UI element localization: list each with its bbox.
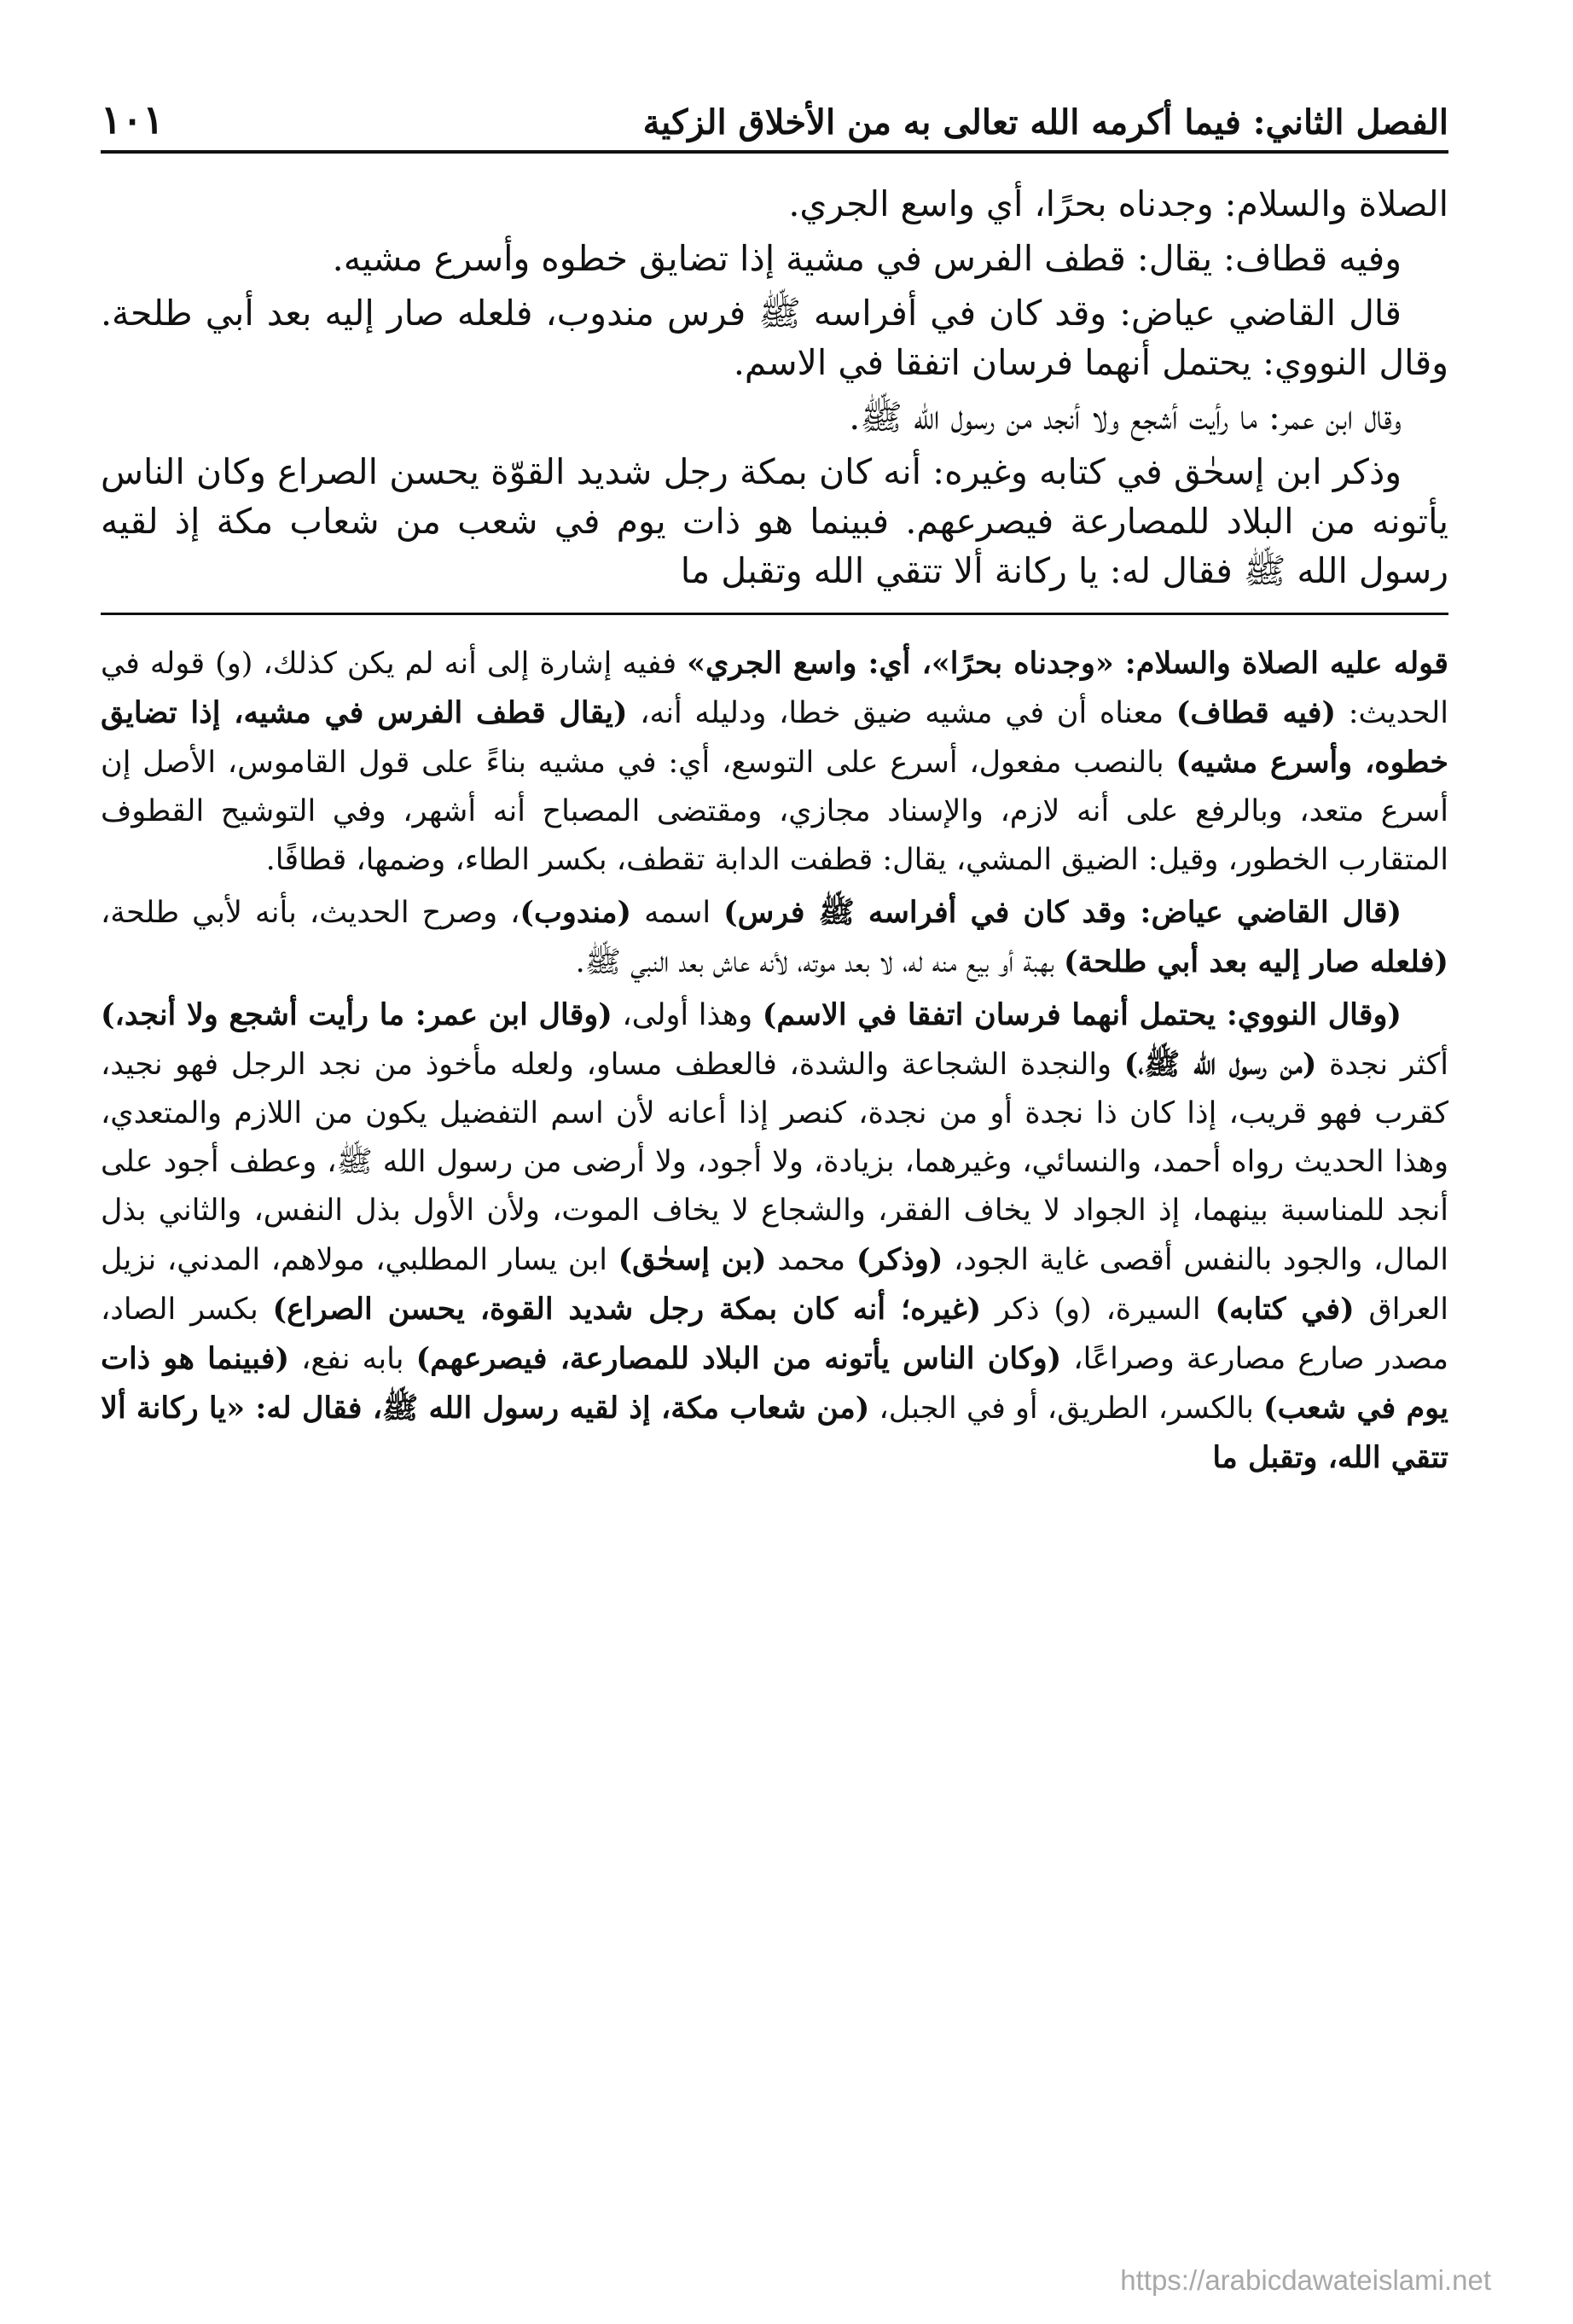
commentary-text: بكسر الصاد، مصدر صارع مصارعة وصراعًا، <box>101 1293 1448 1376</box>
commentary-text: بهبة أو بيع منه له، لا بعد موته، لأنه عاش بعد النبي ﷺ. <box>575 945 1064 979</box>
main-paragraph: وذكر ابن إسحٰق في كتابه وغيره: أنه كان بمكة رجل شديد القوّة يحسن الصراع وكان الناس يأتونه من البلاد للمصارعة فيصرعهم. فبينما هو ذات يوم في شعب من شعاب مكة إذ لقيه رسول الله ﷺ فقال له: يا ركانة ألا تتقي الله وتقبل ما <box>101 451 1448 591</box>
main-paragraph: وفيه قطاف: يقال: قطف الفرس في مشية إذا تضايق خطوه وأسرع مشيه. <box>332 238 1402 279</box>
quoted-text: (غيره؛ أنه كان بمكة رجل شديد القوة، يحسن الصراع) <box>272 1292 982 1327</box>
page-header <box>101 68 1448 154</box>
quoted-text: (وذكر) <box>856 1242 943 1277</box>
main-paragraph: وقال ابن عمر: ما رأيت أشجع ولا أنجد من رسول الله ﷺ. <box>849 397 1402 438</box>
book-page <box>101 68 1448 2252</box>
commentary-text: بالكسر، الطريق، أو في الجبل، <box>869 1391 1264 1426</box>
quoted-text: (مندوب) <box>519 895 632 930</box>
commentary-text: محمد <box>766 1243 856 1277</box>
commentary-text: بابه نفع، <box>289 1342 416 1376</box>
commentary-text: اسمه <box>631 896 724 930</box>
quoted-text: (يقال قطف الفرس في مشيه، إذا تضايق خطوه، وأسرع مشيه) <box>101 695 1449 780</box>
commentary-text: ابن يسار المطلبي، مولاهم، المدني، نزيل العراق <box>101 1243 1449 1327</box>
quoted-text: (وقال ابن عمر: ما رأيت أشجع ولا أنجد،) <box>101 997 612 1032</box>
quoted-text: (فبينما هو ذات يوم في شعب) <box>101 1341 1449 1426</box>
commentary-text: معناه أن في مشيه ضيق خطا، ودليله أنه، <box>627 696 1176 730</box>
quoted-text: قوله عليه الصلاة والسلام: «وجدناه بحرًا»، أي: واسع الجري» <box>687 646 1448 681</box>
quoted-text: (من شعاب مكة، إذ لقيه رسول الله ﷺ، فقال له: «يا ركانة ألا تتقي الله، وتقبل ما <box>101 1391 1448 1475</box>
quoted-text: (قال القاضي عياض: وقد كان في أفراسه ﷺ فرس) <box>723 895 1402 930</box>
commentary-text: بالنصب مفعول، أسرع على التوسع، أي: في مشيه بناءً على قول القاموس، الأصل إن أسرع متعد، وبالرفع على أنه لازم، والإسناد مجازي، ومقتضى المصباح أنه أشهر، وفي التوشيح القطوف المتقارب الخطور، وقيل: الضيق المشي، يقال: قطفت الدابة تقطف، بكسر الطاء، وضمها، قطافًا. <box>101 746 1448 877</box>
commentary-paragraph <box>101 639 1448 885</box>
commentary-paragraph <box>101 991 1448 1483</box>
watermark-url: https://arabicdawateislami.net <box>1120 2264 1491 2296</box>
section-divider <box>101 613 1448 615</box>
commentary <box>101 639 1448 1483</box>
main-paragraph: قال القاضي عياض: وقد كان في أفراسه ﷺ فرس مندوب، فلعله صار إليه بعد أبي طلحة. وقال النووي: يحتمل أنهما فرسان اتفقا في الاسم. <box>101 293 1448 383</box>
quoted-text: (وقال النووي: يحتمل أنهما فرسان اتفقا في الاسم) <box>762 997 1402 1032</box>
chapter-title: الفصل الثاني: فيما أكرمه الله تعالى به من الأخلاق الزكية <box>642 102 1448 142</box>
commentary-text: أكثر نجدة <box>1316 1048 1448 1082</box>
commentary-text: وهذا أولى، <box>612 998 763 1032</box>
quoted-text: (فيه قطاف) <box>1175 695 1337 730</box>
quoted-text: (بن إسحٰق) <box>618 1242 767 1277</box>
quoted-text: (فلعله صار إليه بعد أبي طلحة) <box>1063 944 1448 979</box>
quoted-text: (من رسول الله ﷺ،) <box>1123 1047 1317 1082</box>
main-text <box>101 179 1448 596</box>
commentary-text: ، وصرح الحديث، بأنه لأبي طلحة، <box>101 896 520 930</box>
page-number: ١٠١ <box>101 96 165 143</box>
commentary-paragraph <box>101 888 1448 987</box>
quoted-text: (وكان الناس يأتونه من البلاد للمصارعة، فيصرعهم) <box>415 1341 1062 1376</box>
quoted-text: (في كتابه) <box>1215 1292 1355 1327</box>
commentary-text: ففيه إشارة إلى أنه لم يكن كذلك، (و) قوله في الحديث: <box>101 647 1448 730</box>
commentary-text: والنجدة الشجاعة والشدة، فالعطف مساو، ولعله مأخوذ من نجد الرجل فهو نجيد، كقرب فهو قريب، إذا كان ذا نجدة أو من نجدة، كنصر إذا أعانه لأن اسم التفضيل يكون من اللازم والمتعدي، وهذا الحديث رواه أحمد، والنسائي، وغيرهما، بزيادة، ولا أجود، ولا أرضى من رسول الله ﷺ، وعطف أجود على أنجد للمناسبة بينهما، إذ الجواد لا يخاف الفقر، والشجاع لا يخاف الموت، ولأن الأول بذل النفس، والثاني بذل المال، والجود بالنفس أقصى غاية الجود، <box>101 1048 1449 1277</box>
commentary-text: السيرة، (و) ذكر <box>981 1293 1216 1327</box>
main-paragraph: الصلاة والسلام: وجدناه بحرًا، أي واسع الجري. <box>788 183 1448 224</box>
